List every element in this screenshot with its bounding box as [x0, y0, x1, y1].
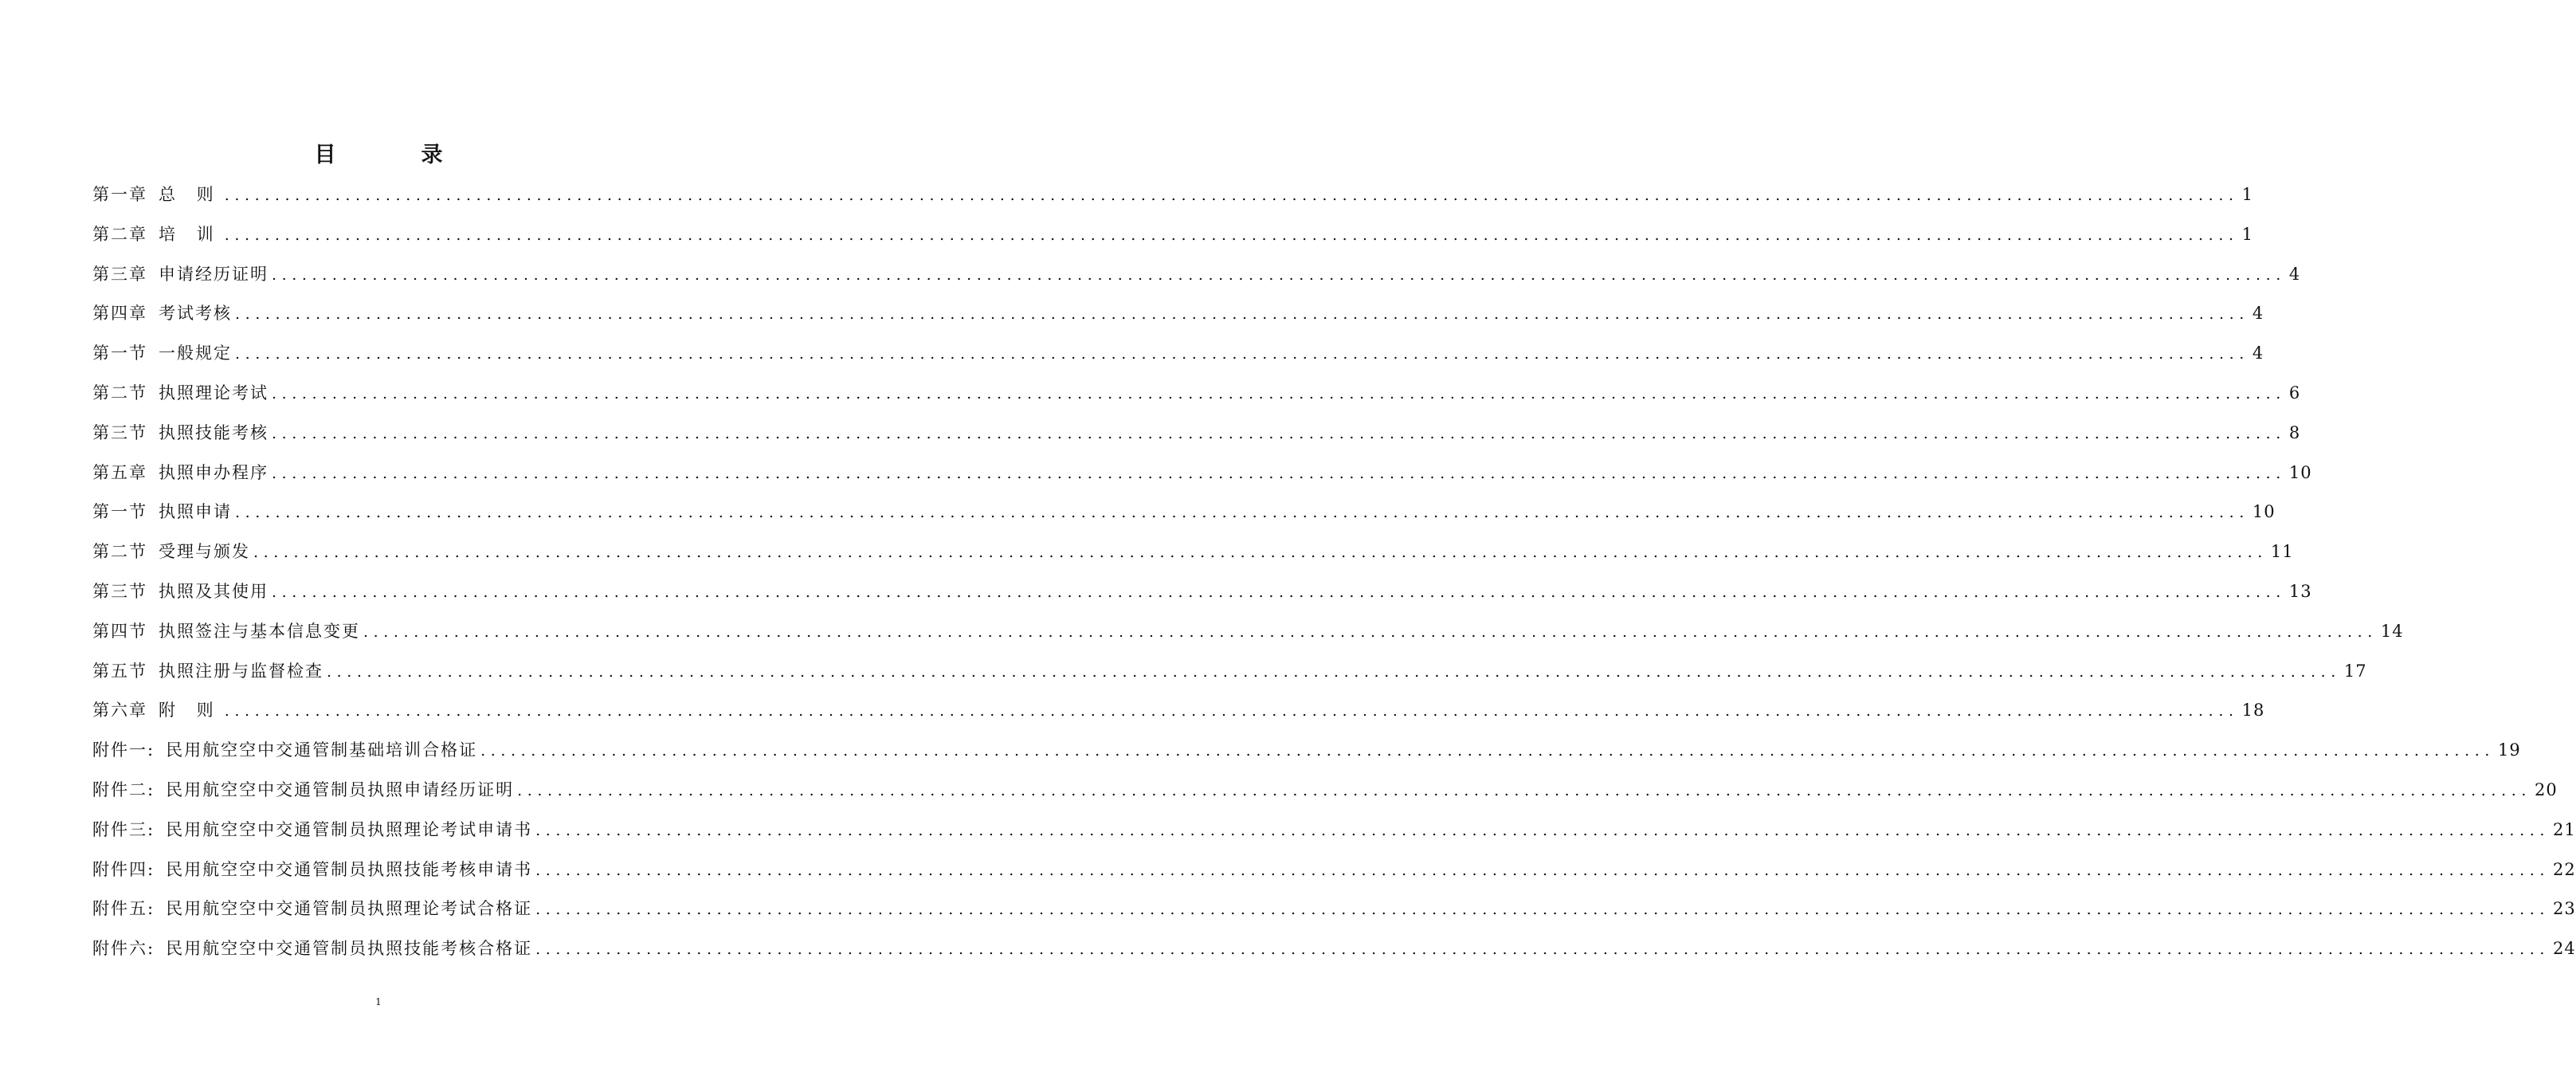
toc-entry[interactable]: [92, 215, 2253, 255]
toc-chapter-number: 第五节: [92, 661, 147, 681]
toc-chapter-number: 附件五:: [92, 899, 155, 919]
toc-page-number: 17: [2343, 661, 2367, 681]
toc-entry[interactable]: [92, 374, 2301, 414]
toc-page-number: 8: [2288, 422, 2301, 442]
toc-page-number: 21: [2553, 819, 2576, 839]
toc-dot-leader: ........................................................................................................................................................................................................: [235, 305, 2249, 324]
toc-page-number: 22: [2553, 859, 2576, 879]
toc-dot-leader: ........................................................................................................................................................................................................: [535, 940, 2550, 959]
toc-page-number: 4: [2252, 304, 2264, 324]
toc-dot-leader: ........................................................................................................................................................................................................: [235, 345, 2249, 363]
toc-dot-leader: ........................................................................................................................................................................................................: [535, 901, 2550, 919]
toc-chapter-number: 附件一:: [92, 740, 155, 760]
toc-chapter-number: 第二节: [92, 542, 147, 562]
toc-chapter-number: 第三章: [92, 264, 147, 284]
toc-dot-leader: ........................................................................................................................................................................................................: [235, 504, 2249, 522]
toc-entry[interactable]: [92, 532, 2294, 572]
toc-entry[interactable]: [92, 691, 2265, 731]
toc-chapter-number: 第四章: [92, 304, 147, 324]
toc-page-number: 23: [2553, 899, 2576, 919]
toc-entry-title: 民用航空空中交通管制员执照技能考核合格证: [166, 939, 533, 959]
toc-entry[interactable]: [92, 334, 2264, 374]
toc-entry-title: 受理与颁发: [159, 542, 250, 562]
toc-chapter-number: 第二节: [92, 383, 147, 402]
toc-dot-leader: ........................................................................................................................................................................................................: [272, 583, 2286, 601]
toc-entry-title: 民用航空空中交通管制员执照申请经历证明: [166, 779, 515, 799]
toc-dot-leader: ........................................................................................................................................................................................................: [535, 861, 2550, 879]
toc-page-number: 18: [2241, 701, 2265, 721]
toc-chapter-number: 附件六:: [92, 939, 155, 959]
toc-entry-title: 执照申办程序: [159, 462, 269, 482]
toc-entry[interactable]: [92, 175, 2253, 215]
toc-dot-leader: ........................................................................................................................................................................................................: [224, 187, 2239, 204]
toc-chapter-number: 第三节: [92, 581, 147, 601]
toc-entry-title: 一般规定: [159, 344, 232, 363]
toc-entry-title: 培 训: [159, 224, 222, 244]
toc-entry[interactable]: [92, 652, 2367, 692]
toc-dot-leader: ........................................................................................................................................................................................................: [272, 424, 2286, 442]
toc-entry[interactable]: [92, 255, 2301, 295]
toc-entry-title: 附 则: [159, 701, 222, 721]
toc-entry-title: 民用航空空中交通管制员执照理论考试合格证: [166, 899, 533, 919]
page-title: 目 录: [314, 143, 475, 167]
toc-dot-leader: ........................................................................................................................................................................................................: [272, 464, 2286, 482]
toc-page-number: 24: [2553, 939, 2576, 959]
toc-dot-leader: ........................................................................................................................................................................................................: [272, 265, 2286, 284]
toc-entry-title: 民用航空空中交通管制员执照技能考核申请书: [166, 859, 533, 879]
toc-entry[interactable]: [92, 612, 2404, 652]
toc-entry[interactable]: [92, 811, 2576, 850]
toc-entry-title: 申请经历证明: [159, 264, 269, 284]
toc-chapter-number: 第五章: [92, 462, 147, 482]
toc-chapter-number: 第六章: [92, 701, 147, 721]
toc-page-number: 4: [2252, 344, 2264, 363]
toc-chapter-number: 第一节: [92, 502, 147, 522]
toc-entry-title: 执照申请: [159, 502, 232, 522]
toc-page-number: 11: [2270, 542, 2294, 562]
toc-page-number: 1: [2241, 185, 2253, 204]
toc-page-number: 10: [2252, 502, 2276, 522]
toc-entry[interactable]: [92, 771, 2558, 811]
toc-page-number: 4: [2288, 264, 2301, 284]
toc-dot-leader: ........................................................................................................................................................................................................: [480, 742, 2495, 760]
toc-entry-title: 民用航空空中交通管制基础培训合格证: [166, 740, 478, 760]
toc-entry-title: 执照理论考试: [159, 383, 269, 402]
toc-entry-title: 总 则: [159, 185, 222, 204]
toc-dot-leader: ........................................................................................................................................................................................................: [272, 384, 2286, 402]
toc-entry[interactable]: [92, 889, 2576, 929]
toc-dot-leader: ........................................................................................................................................................................................................: [224, 702, 2239, 721]
toc-chapter-number: 第二章: [92, 224, 147, 244]
toc-chapter-number: 第一节: [92, 344, 147, 363]
toc-chapter-number: 附件四:: [92, 859, 155, 879]
toc-chapter-number: 第一章: [92, 185, 147, 204]
toc-dot-leader: ........................................................................................................................................................................................................: [327, 662, 2341, 681]
toc-page-number: 1: [2241, 224, 2253, 244]
toc-dot-leader: ........................................................................................................................................................................................................: [253, 544, 2268, 562]
toc-page-number: 6: [2288, 383, 2301, 402]
toc-entry[interactable]: [92, 572, 2312, 612]
toc-chapter-number: 第三节: [92, 422, 147, 442]
toc-page-number: 13: [2288, 581, 2312, 601]
toc-page-number: 20: [2535, 779, 2558, 799]
toc-entry[interactable]: [92, 850, 2576, 890]
toc-dot-leader: ........................................................................................................................................................................................................: [363, 622, 2378, 641]
toc-entry[interactable]: [92, 454, 2312, 493]
toc-page-number: 14: [2380, 621, 2404, 641]
toc-entry-title: 民用航空空中交通管制员执照理论考试申请书: [166, 819, 533, 839]
page-number: 1: [375, 996, 382, 1007]
table-of-contents: [92, 175, 2576, 969]
toc-entry-title: 执照及其使用: [159, 581, 269, 601]
toc-chapter-number: 附件三:: [92, 819, 155, 839]
toc-dot-leader: ........................................................................................................................................................................................................: [224, 226, 2239, 244]
toc-entry-title: 执照技能考核: [159, 422, 269, 442]
toc-entry[interactable]: [92, 731, 2521, 771]
toc-chapter-number: 附件二:: [92, 779, 155, 799]
toc-entry[interactable]: [92, 414, 2301, 454]
toc-entry[interactable]: [92, 929, 2576, 969]
toc-entry[interactable]: [92, 294, 2264, 334]
toc-entry-title: 执照签注与基本信息变更: [159, 621, 360, 641]
toc-chapter-number: 第四节: [92, 621, 147, 641]
toc-entry-title: 执照注册与监督检查: [159, 661, 323, 681]
toc-dot-leader: ........................................................................................................................................................................................................: [517, 781, 2531, 799]
toc-entry-title: 考试考核: [159, 304, 232, 324]
toc-page-number: 19: [2498, 740, 2521, 760]
toc-page-number: 10: [2288, 462, 2312, 482]
toc-entry[interactable]: [92, 493, 2276, 532]
toc-dot-leader: ........................................................................................................................................................................................................: [535, 821, 2550, 839]
